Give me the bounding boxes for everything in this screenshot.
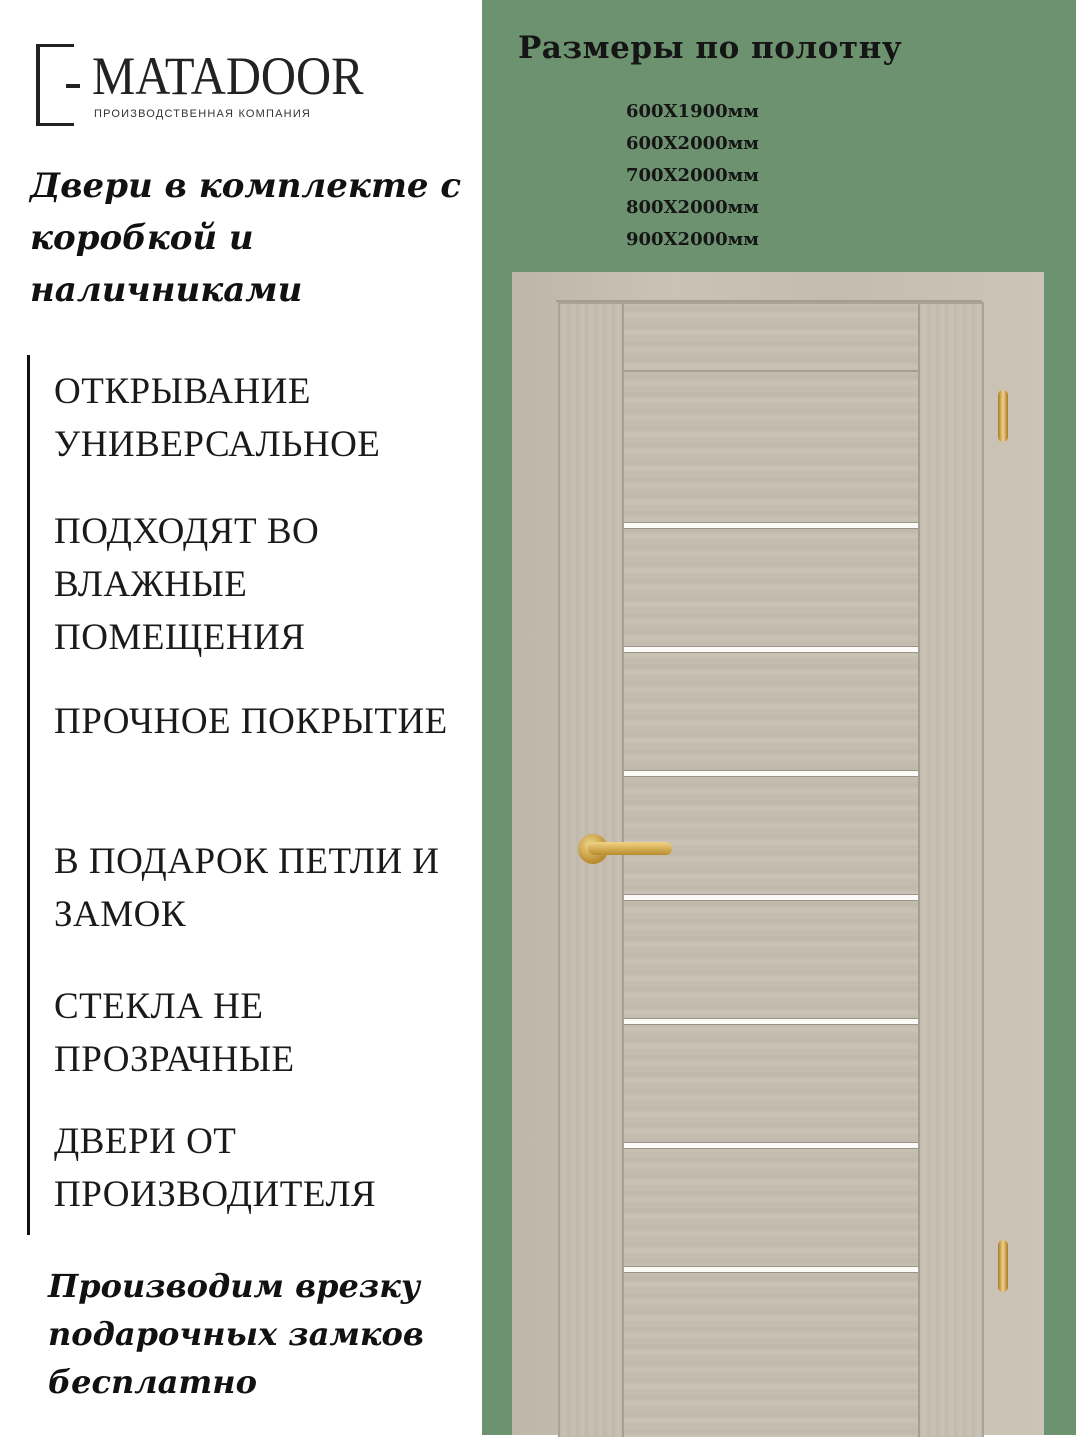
feature-divider-line bbox=[27, 355, 30, 1235]
size-item: 800X2000мм bbox=[626, 197, 759, 218]
sizes-list bbox=[626, 96, 759, 256]
door-top-rail bbox=[622, 304, 920, 372]
feature-item: ПОДХОДЯТ ВО ВЛАЖНЫЕ ПОМЕЩЕНИЯ bbox=[54, 511, 320, 658]
hinge-icon bbox=[998, 390, 1008, 442]
brand-subtitle: ПРОИЗВОДСТВЕННАЯ КОМПАНИЯ bbox=[94, 108, 312, 120]
feature-item: ПРОЧНОЕ ПОКРЫТИЕ bbox=[54, 701, 448, 742]
hinge-icon bbox=[998, 1240, 1008, 1292]
glass-insert bbox=[624, 1018, 918, 1025]
brand-name: MATADOOR bbox=[92, 46, 364, 106]
sizes-title: Размеры по полотну bbox=[518, 30, 903, 66]
door-left-stile bbox=[560, 304, 624, 1437]
glass-insert bbox=[624, 894, 918, 901]
size-item: 600X1900мм bbox=[626, 101, 759, 122]
logo-dash-mark bbox=[66, 84, 80, 88]
size-item: 900X2000мм bbox=[626, 229, 759, 250]
feature-item: СТЕКЛА НЕ ПРОЗРАЧНЫЕ bbox=[54, 986, 295, 1080]
feature-item: ОТКРЫВАНИЕ УНИВЕРСАЛЬНОЕ bbox=[54, 371, 381, 465]
size-item: 700X2000мм bbox=[626, 165, 759, 186]
door-leaf bbox=[558, 302, 984, 1437]
size-item: 600X2000мм bbox=[626, 133, 759, 154]
glass-insert bbox=[624, 646, 918, 653]
tagline: Двери в комплекте с коробкой и наличниками bbox=[30, 166, 462, 310]
glass-insert bbox=[624, 522, 918, 529]
door-handle-icon bbox=[588, 842, 672, 855]
door-image bbox=[512, 272, 1044, 1435]
info-panel bbox=[0, 0, 482, 1435]
glass-insert bbox=[624, 1266, 918, 1273]
feature-item: В ПОДАРОК ПЕТЛИ И ЗАМОК bbox=[54, 841, 440, 935]
door-right-stile bbox=[918, 304, 982, 1437]
glass-insert bbox=[624, 770, 918, 777]
glass-insert bbox=[624, 1142, 918, 1149]
brand-logo bbox=[22, 40, 422, 130]
product-panel bbox=[482, 0, 1076, 1435]
bottom-note: Производим врезку подарочных замков бесплатно bbox=[48, 1267, 424, 1401]
feature-item: ДВЕРИ ОТ ПРОИЗВОДИТЕЛЯ bbox=[54, 1121, 377, 1215]
